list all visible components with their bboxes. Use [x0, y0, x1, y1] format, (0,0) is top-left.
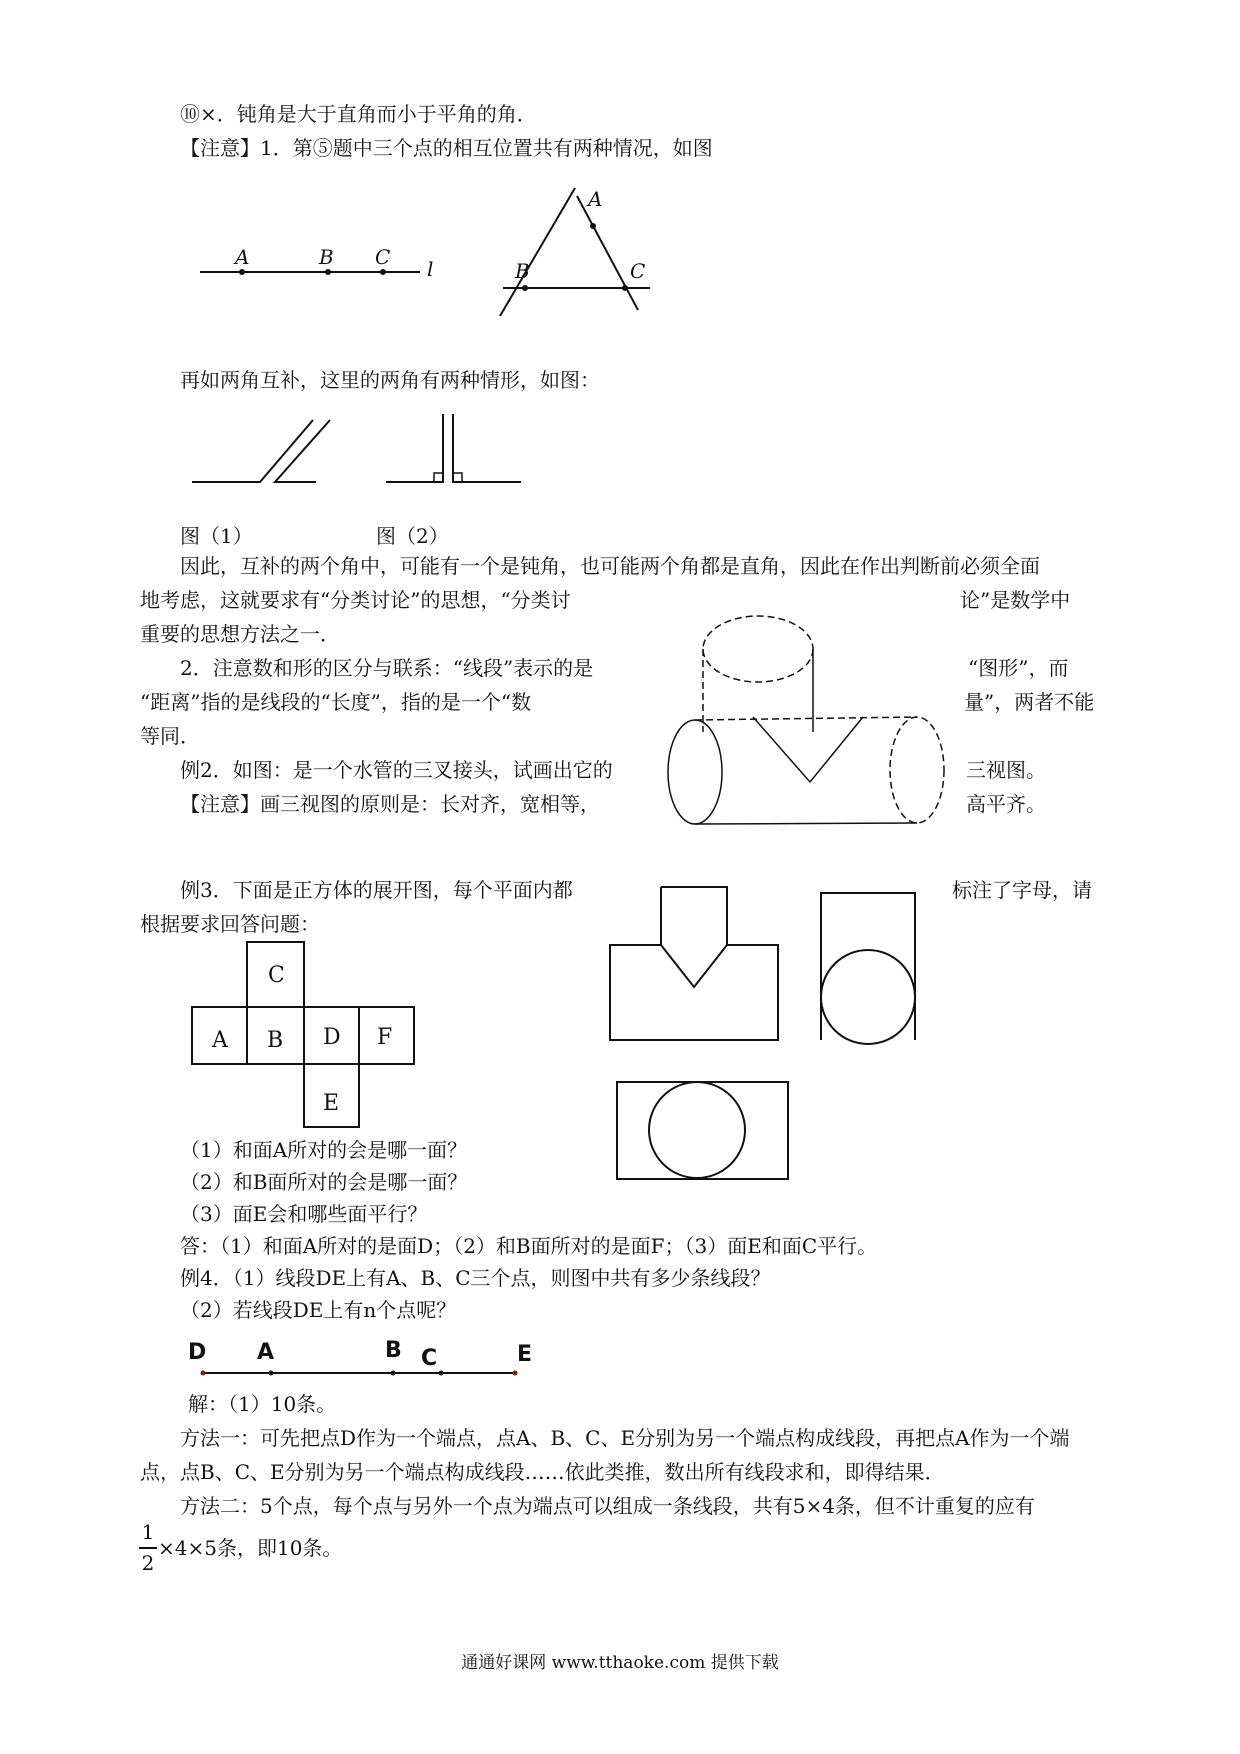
tri-label-b: B [515, 259, 530, 283]
figure-caption-2: 图（2） [376, 524, 449, 548]
example-2: 三视图。 [966, 758, 1046, 782]
three-views-figure [605, 885, 925, 1185]
answer-line: 答：（1）和面A所对的是面D；（2）和B面所对的是面F；（3）面E和面C平行。 [180, 1234, 878, 1258]
note-2: 高平齐。 [966, 792, 1046, 816]
question-3: （3）面E会和哪些面平行？ [180, 1202, 428, 1226]
line-label-l: l [427, 257, 434, 281]
figure-caption-1: 图（1） [180, 524, 253, 548]
segment-de-figure [185, 1335, 545, 1385]
seg-label-d: D [188, 1340, 207, 1365]
face-a: A [212, 1028, 228, 1053]
method-2-result: ×4×5条，即10条。 [158, 1536, 343, 1560]
supplementary-angles-figure [190, 410, 530, 490]
seg-label-b: B [385, 1338, 402, 1363]
fraction-numerator: 1 [141, 1520, 155, 1544]
seg-label-e: E [517, 1342, 533, 1367]
paragraph-line: 论”是数学中 [960, 588, 1071, 612]
face-f: F [377, 1025, 393, 1050]
page-footer: 通通好课网 www.tthaoke.com 提供下载 [461, 1653, 779, 1673]
face-c: C [268, 963, 285, 988]
seg-label-a: A [257, 1340, 275, 1365]
paragraph-line: 根据要求回答问题： [140, 912, 320, 936]
paragraph-line: “距离”指的是线段的“长度”，指的是一个“数 [140, 690, 532, 714]
method-1: 点，点B、C、E分别为另一个端点构成线段……依此类推，数出所有线段求和，即得结果． [140, 1460, 945, 1484]
point-label-c: C [375, 245, 391, 269]
seg-label-c: C [421, 1346, 438, 1371]
note-2: 【注意】画三视图的原则是：长对齐，宽相等， [180, 792, 600, 816]
example-4: 例4．（1）线段DE上有A、B、C三个点，则图中共有多少条线段？ [180, 1266, 771, 1290]
paragraph-line: “图形”，而 [968, 656, 1069, 680]
paragraph-line: 2．注意数和形的区分与联系：“线段”表示的是 [180, 656, 594, 680]
point-label-b: B [319, 245, 334, 269]
paragraph-line: 地考虑，这就要求有“分类讨论”的思想，“分类讨 [140, 588, 571, 612]
question-2: （2）和B面所对的会是哪一面？ [180, 1170, 468, 1194]
note-1: 【注意】1．第⑤题中三个点的相互位置共有两种情况，如图 [180, 136, 713, 160]
pipe-tee-figure [658, 612, 948, 842]
paragraph-line: 量”，两者不能 [964, 690, 1095, 714]
question-1: （1）和面A所对的会是哪一面？ [180, 1138, 468, 1162]
text-line-supplementary: 再如两角互补，这里的两角有两种情形，如图： [180, 368, 600, 392]
tri-label-c: C [630, 259, 646, 283]
example-4-part-2: （2）若线段DE上有n个点呢？ [180, 1298, 457, 1322]
paragraph-line: 重要的思想方法之一． [140, 622, 340, 646]
example-3: 例3．下面是正方体的展开图，每个平面内都 [180, 878, 573, 902]
fraction-denominator: 2 [141, 1551, 155, 1575]
text-line-10: ⑩×．钝角是大于直角而小于平角的角． [180, 102, 537, 126]
triangle-lines-figure [495, 188, 665, 323]
method-2: 方法二：5个点，每个点与另外一个点为端点可以组成一条线段，共有5×4条，但不计重复的应有 [180, 1494, 1035, 1518]
cube-net-figure [190, 940, 430, 1130]
solution-line: 解：（1）10条。 [188, 1392, 337, 1416]
method-1: 方法一：可先把点D作为一个端点，点A、B、C、E分别为另一个端点构成线段，再把点A作为一个端 [180, 1426, 1070, 1450]
example-2: 例2．如图：是一个水管的三叉接头，试画出它的 [180, 758, 613, 782]
paragraph-line: 等同． [140, 724, 200, 748]
collinear-points-figure [195, 240, 455, 290]
face-e: E [323, 1091, 340, 1116]
fraction-bar [139, 1547, 157, 1549]
tri-label-a: A [588, 187, 603, 211]
paragraph-line: 因此，互补的两个角中，可能有一个是钝角，也可能两个角都是直角，因此在作出判断前必须全面 [180, 554, 1040, 578]
point-label-a: A [235, 245, 250, 269]
example-3: 标注了字母，请 [952, 878, 1092, 902]
face-d: D [323, 1025, 341, 1050]
face-b: B [267, 1028, 284, 1053]
